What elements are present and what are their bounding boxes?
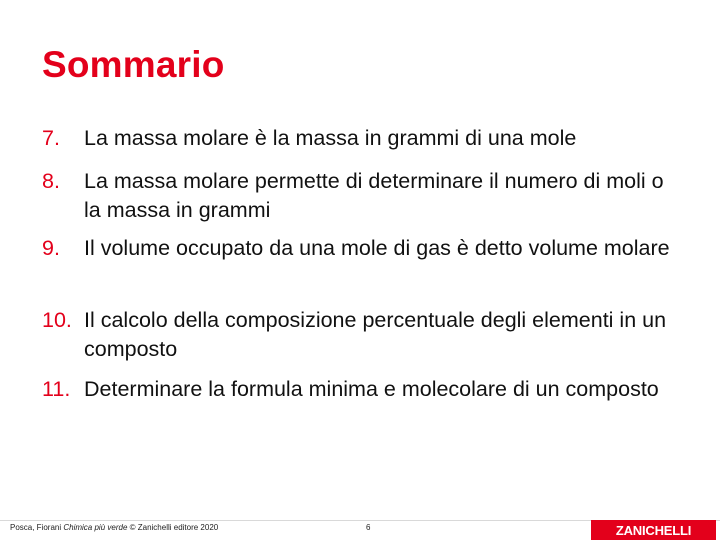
item-text: Determinare la formula minima e molecolare di un composto	[84, 377, 659, 401]
credit-publisher: © Zanichelli editore 2020	[127, 523, 219, 532]
item-number: 8.	[42, 169, 60, 193]
summary-item-7	[42, 124, 682, 153]
item-number: 11.	[42, 377, 71, 401]
summary-item-9	[42, 234, 682, 263]
item-number: 7.	[42, 126, 60, 150]
zanichelli-logo: ZANICHELLI	[591, 520, 716, 540]
item-text: La massa molare è la massa in grammi di una mole	[84, 126, 577, 150]
item-text: Il calcolo della composizione percentuale degli elementi in un composto	[84, 308, 667, 361]
item-number: 9.	[42, 236, 60, 260]
item-number: 10.	[42, 308, 72, 332]
credit-book-title: Chimica più verde	[63, 523, 128, 532]
summary-item-11	[42, 375, 682, 404]
slide-title: Sommario	[42, 44, 225, 85]
footer-credit	[10, 523, 218, 532]
page-number: 6	[366, 523, 371, 532]
summary-item-8	[42, 167, 682, 225]
credit-authors: Posca, Fiorani	[10, 523, 64, 532]
summary-item-10	[42, 306, 682, 364]
item-text: La massa molare permette di determinare il numero di moli o la massa in grammi	[84, 169, 664, 222]
item-text: Il volume occupato da una mole di gas è detto volume molare	[84, 236, 670, 260]
